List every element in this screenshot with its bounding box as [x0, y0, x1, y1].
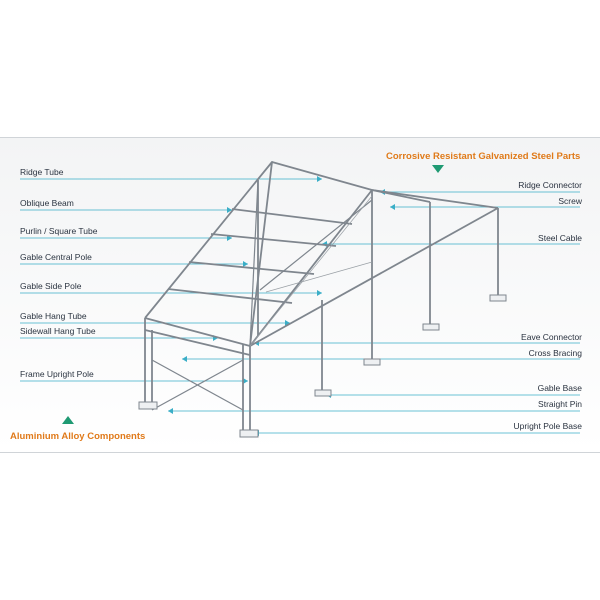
base-back-right: [490, 295, 506, 301]
base-middle: [364, 359, 380, 365]
label-straight-pin: Straight Pin: [538, 399, 582, 409]
base-gable: [315, 390, 331, 396]
label-gable-side-pole: Gable Side Pole: [20, 281, 82, 291]
aluminium-components-heading: Aluminium Alloy Components: [10, 431, 146, 442]
label-ridge-connector: Ridge Connector: [518, 180, 582, 190]
base-back-middle: [423, 324, 439, 330]
label-screw: Screw: [558, 196, 582, 206]
label-oblique-beam: Oblique Beam: [20, 198, 74, 208]
label-gable-central-pole: Gable Central Pole: [20, 252, 92, 262]
label-gable-hang-tube: Gable Hang Tube: [20, 311, 87, 321]
label-sidewall-hang-tube: Sidewall Hang Tube: [20, 326, 96, 336]
label-ridge-tube: Ridge Tube: [20, 167, 64, 177]
label-steel-cable: Steel Cable: [538, 233, 582, 243]
label-frame-upright-pole: Frame Upright Pole: [20, 369, 94, 379]
cross-bracing: [152, 180, 372, 410]
base-front-left: [139, 402, 157, 409]
label-purlin-square-tube: Purlin / Square Tube: [20, 226, 98, 236]
label-gable-base: Gable Base: [537, 383, 582, 393]
base-front-right: [240, 430, 258, 437]
aluminium-marker-icon: [62, 416, 74, 424]
label-eave-connector: Eave Connector: [521, 332, 582, 342]
steel-parts-heading: Corrosive Resistant Galvanized Steel Parts: [386, 151, 581, 162]
label-cross-bracing: Cross Bracing: [528, 348, 582, 358]
steel-parts-marker-icon: [432, 165, 444, 173]
label-upright-pole-base: Upright Pole Base: [513, 421, 582, 431]
